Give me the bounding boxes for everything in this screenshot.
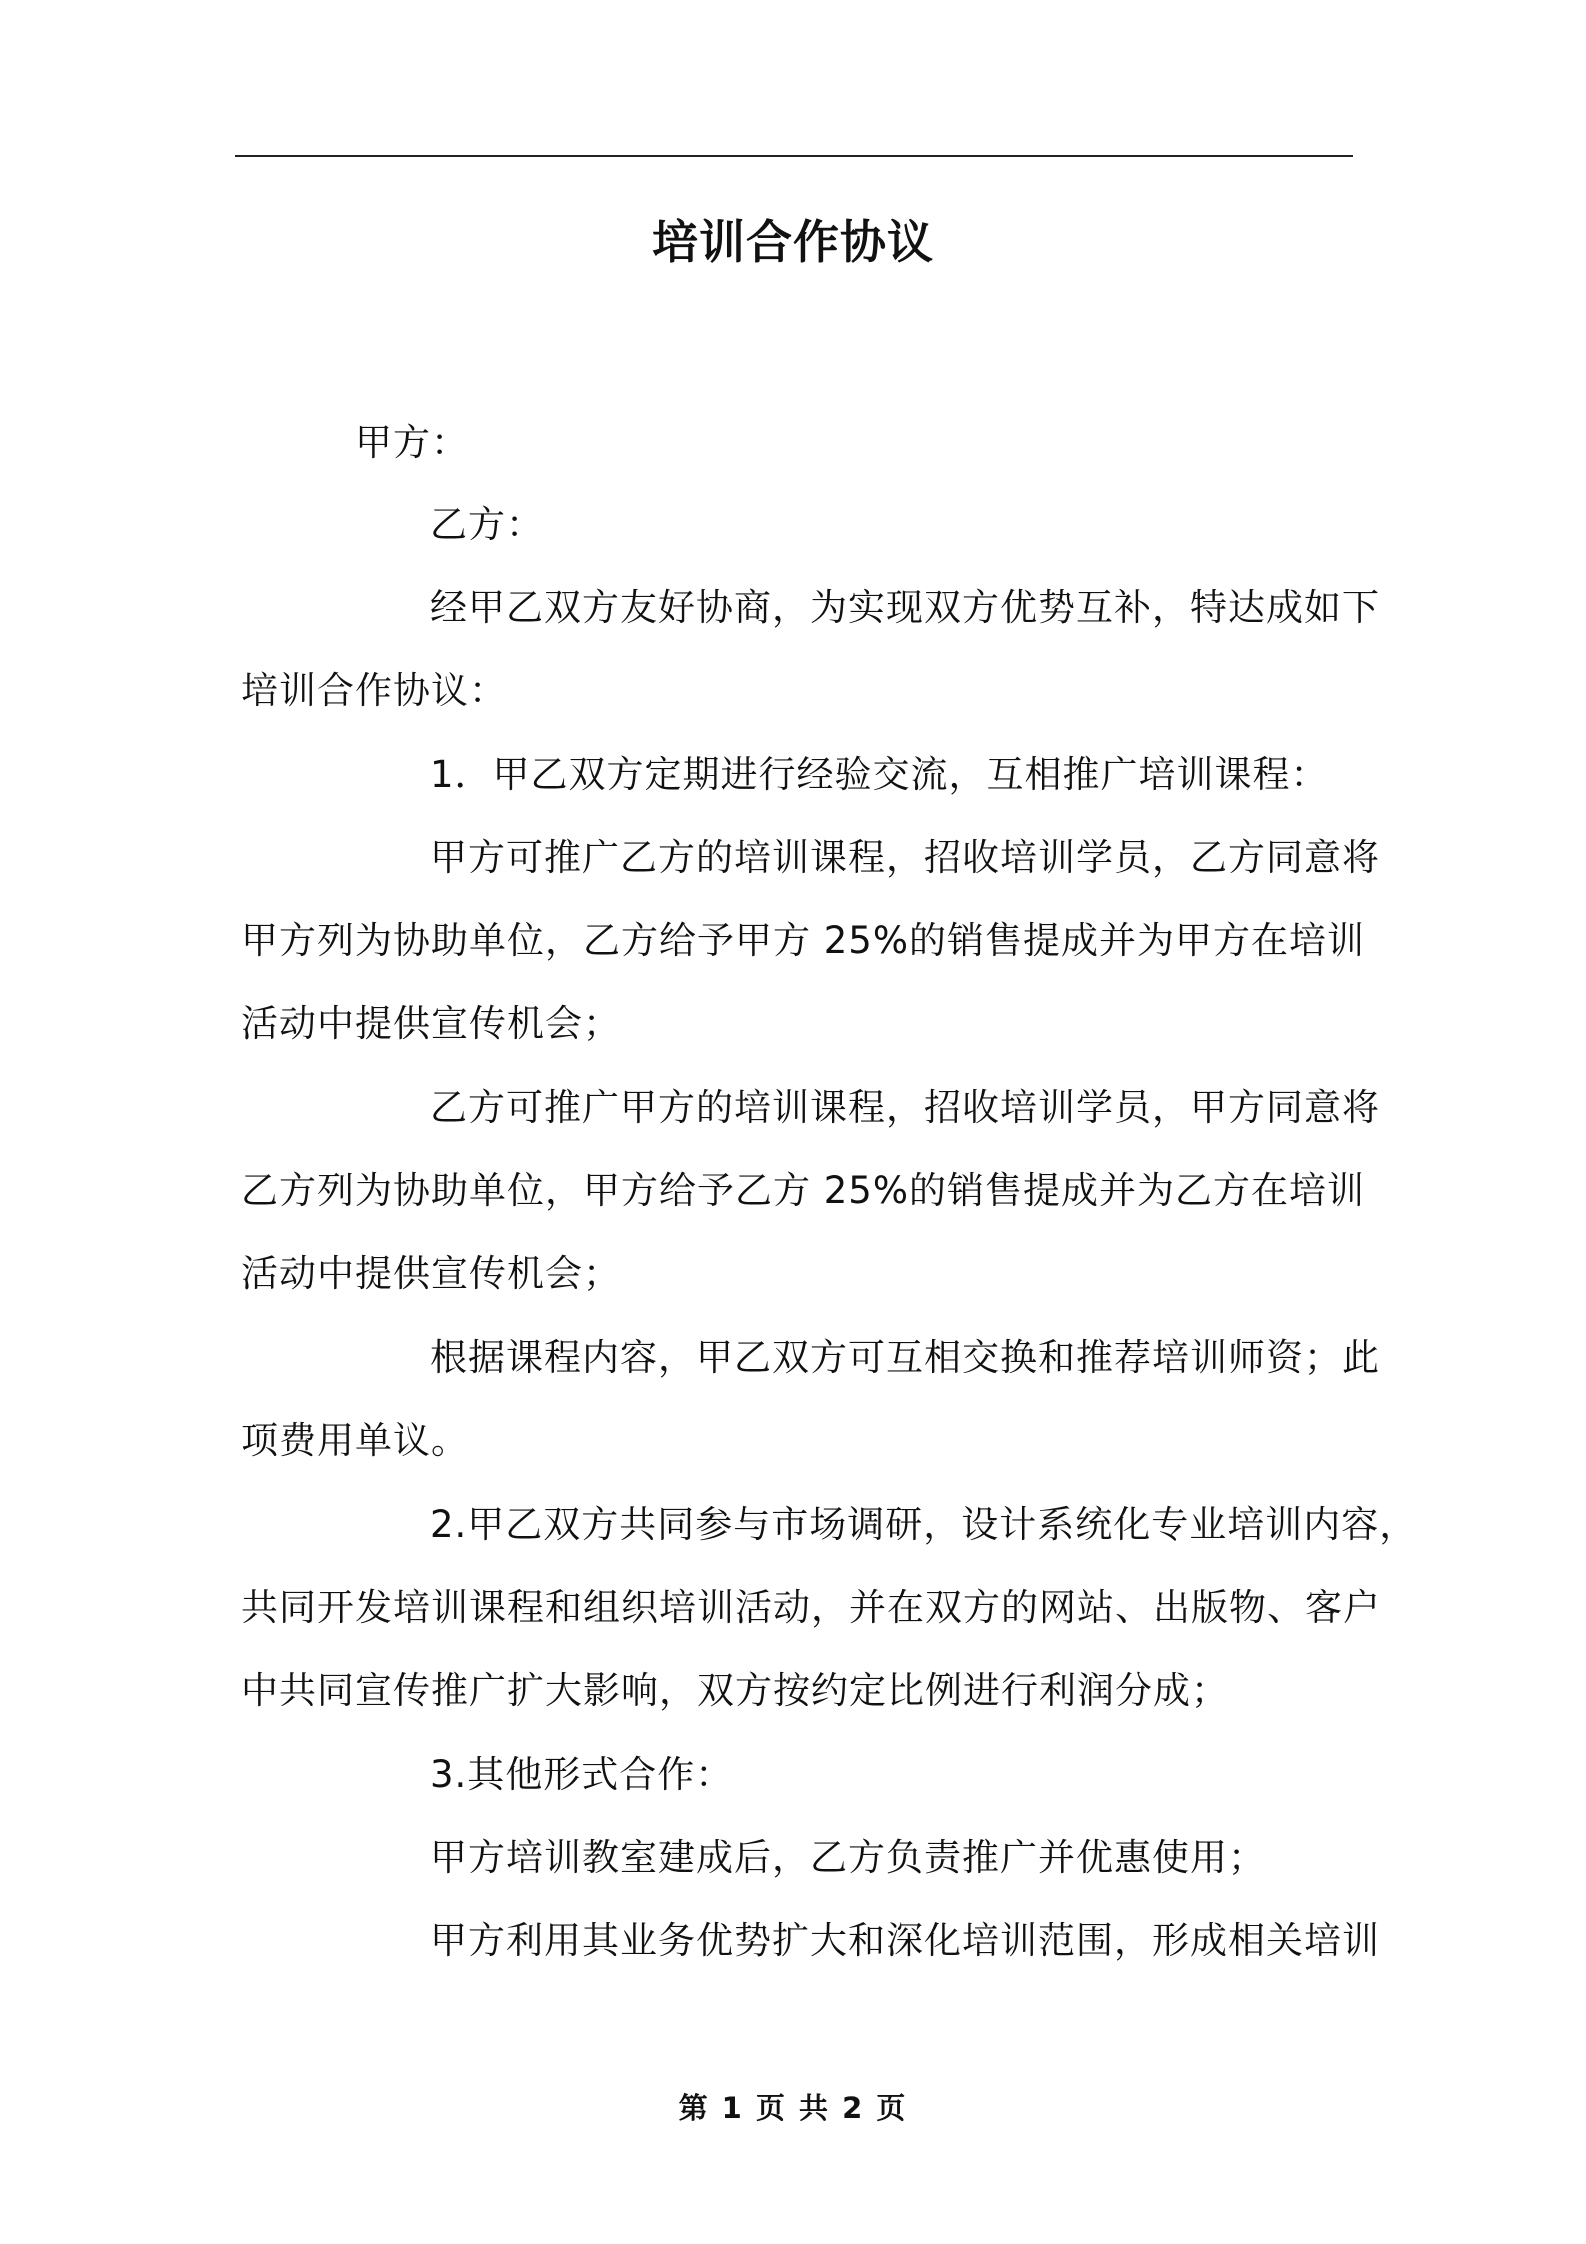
paragraph-line: 甲方可推广乙方的培训课程，招收培训学员，乙方同意将 [430,836,1380,879]
paragraph-line: 乙方列为协助单位，甲方给予乙方 25%的销售提成并为乙方在培训 [241,1169,1365,1212]
party-b-label: 乙方： [430,503,544,546]
paragraph-line: 活动中提供宣传机会； [241,1002,621,1045]
paragraph-line: 共同开发培训课程和组织培训活动，并在双方的网站、出版物、客户 [241,1586,1381,1629]
paragraph-line: 活动中提供宣传机会； [241,1252,621,1295]
paragraph-line: 培训合作协议： [241,669,507,712]
paragraph-line: 甲方列为协助单位，乙方给予甲方 25%的销售提成并为甲方在培训 [241,919,1365,962]
clause-heading-1: 1．甲乙双方定期进行经验交流，互相推广培训课程： [430,753,1329,796]
paragraph-line: 乙方可推广甲方的培训课程，招收培训学员，甲方同意将 [430,1086,1380,1129]
paragraph-line: 根据课程内容，甲乙双方可互相交换和推荐培训师资；此 [430,1336,1380,1379]
paragraph-line: 中共同宣传推广扩大影响，双方按约定比例进行利润分成； [241,1669,1229,1712]
document-title: 培训合作协议 [652,215,934,269]
clause-heading-2: 2.甲乙双方共同参与市场调研，设计系统化专业培训内容， [430,1503,1418,1546]
header-divider [235,155,1353,157]
paragraph-line: 经甲乙双方友好协商，为实现双方优势互补，特达成如下 [430,586,1380,629]
paragraph-line: 甲方利用其业务优势扩大和深化培训范围，形成相关培训 [430,1919,1380,1962]
paragraph-line: 甲方培训教室建成后，乙方负责推广并优惠使用； [430,1836,1266,1879]
clause-heading-3: 3.其他形式合作： [430,1753,734,1796]
party-a-label: 甲方： [355,421,469,464]
page-number-footer: 第 1 页 共 2 页 [678,2091,908,2125]
paragraph-line: 项费用单议。 [241,1419,469,1462]
